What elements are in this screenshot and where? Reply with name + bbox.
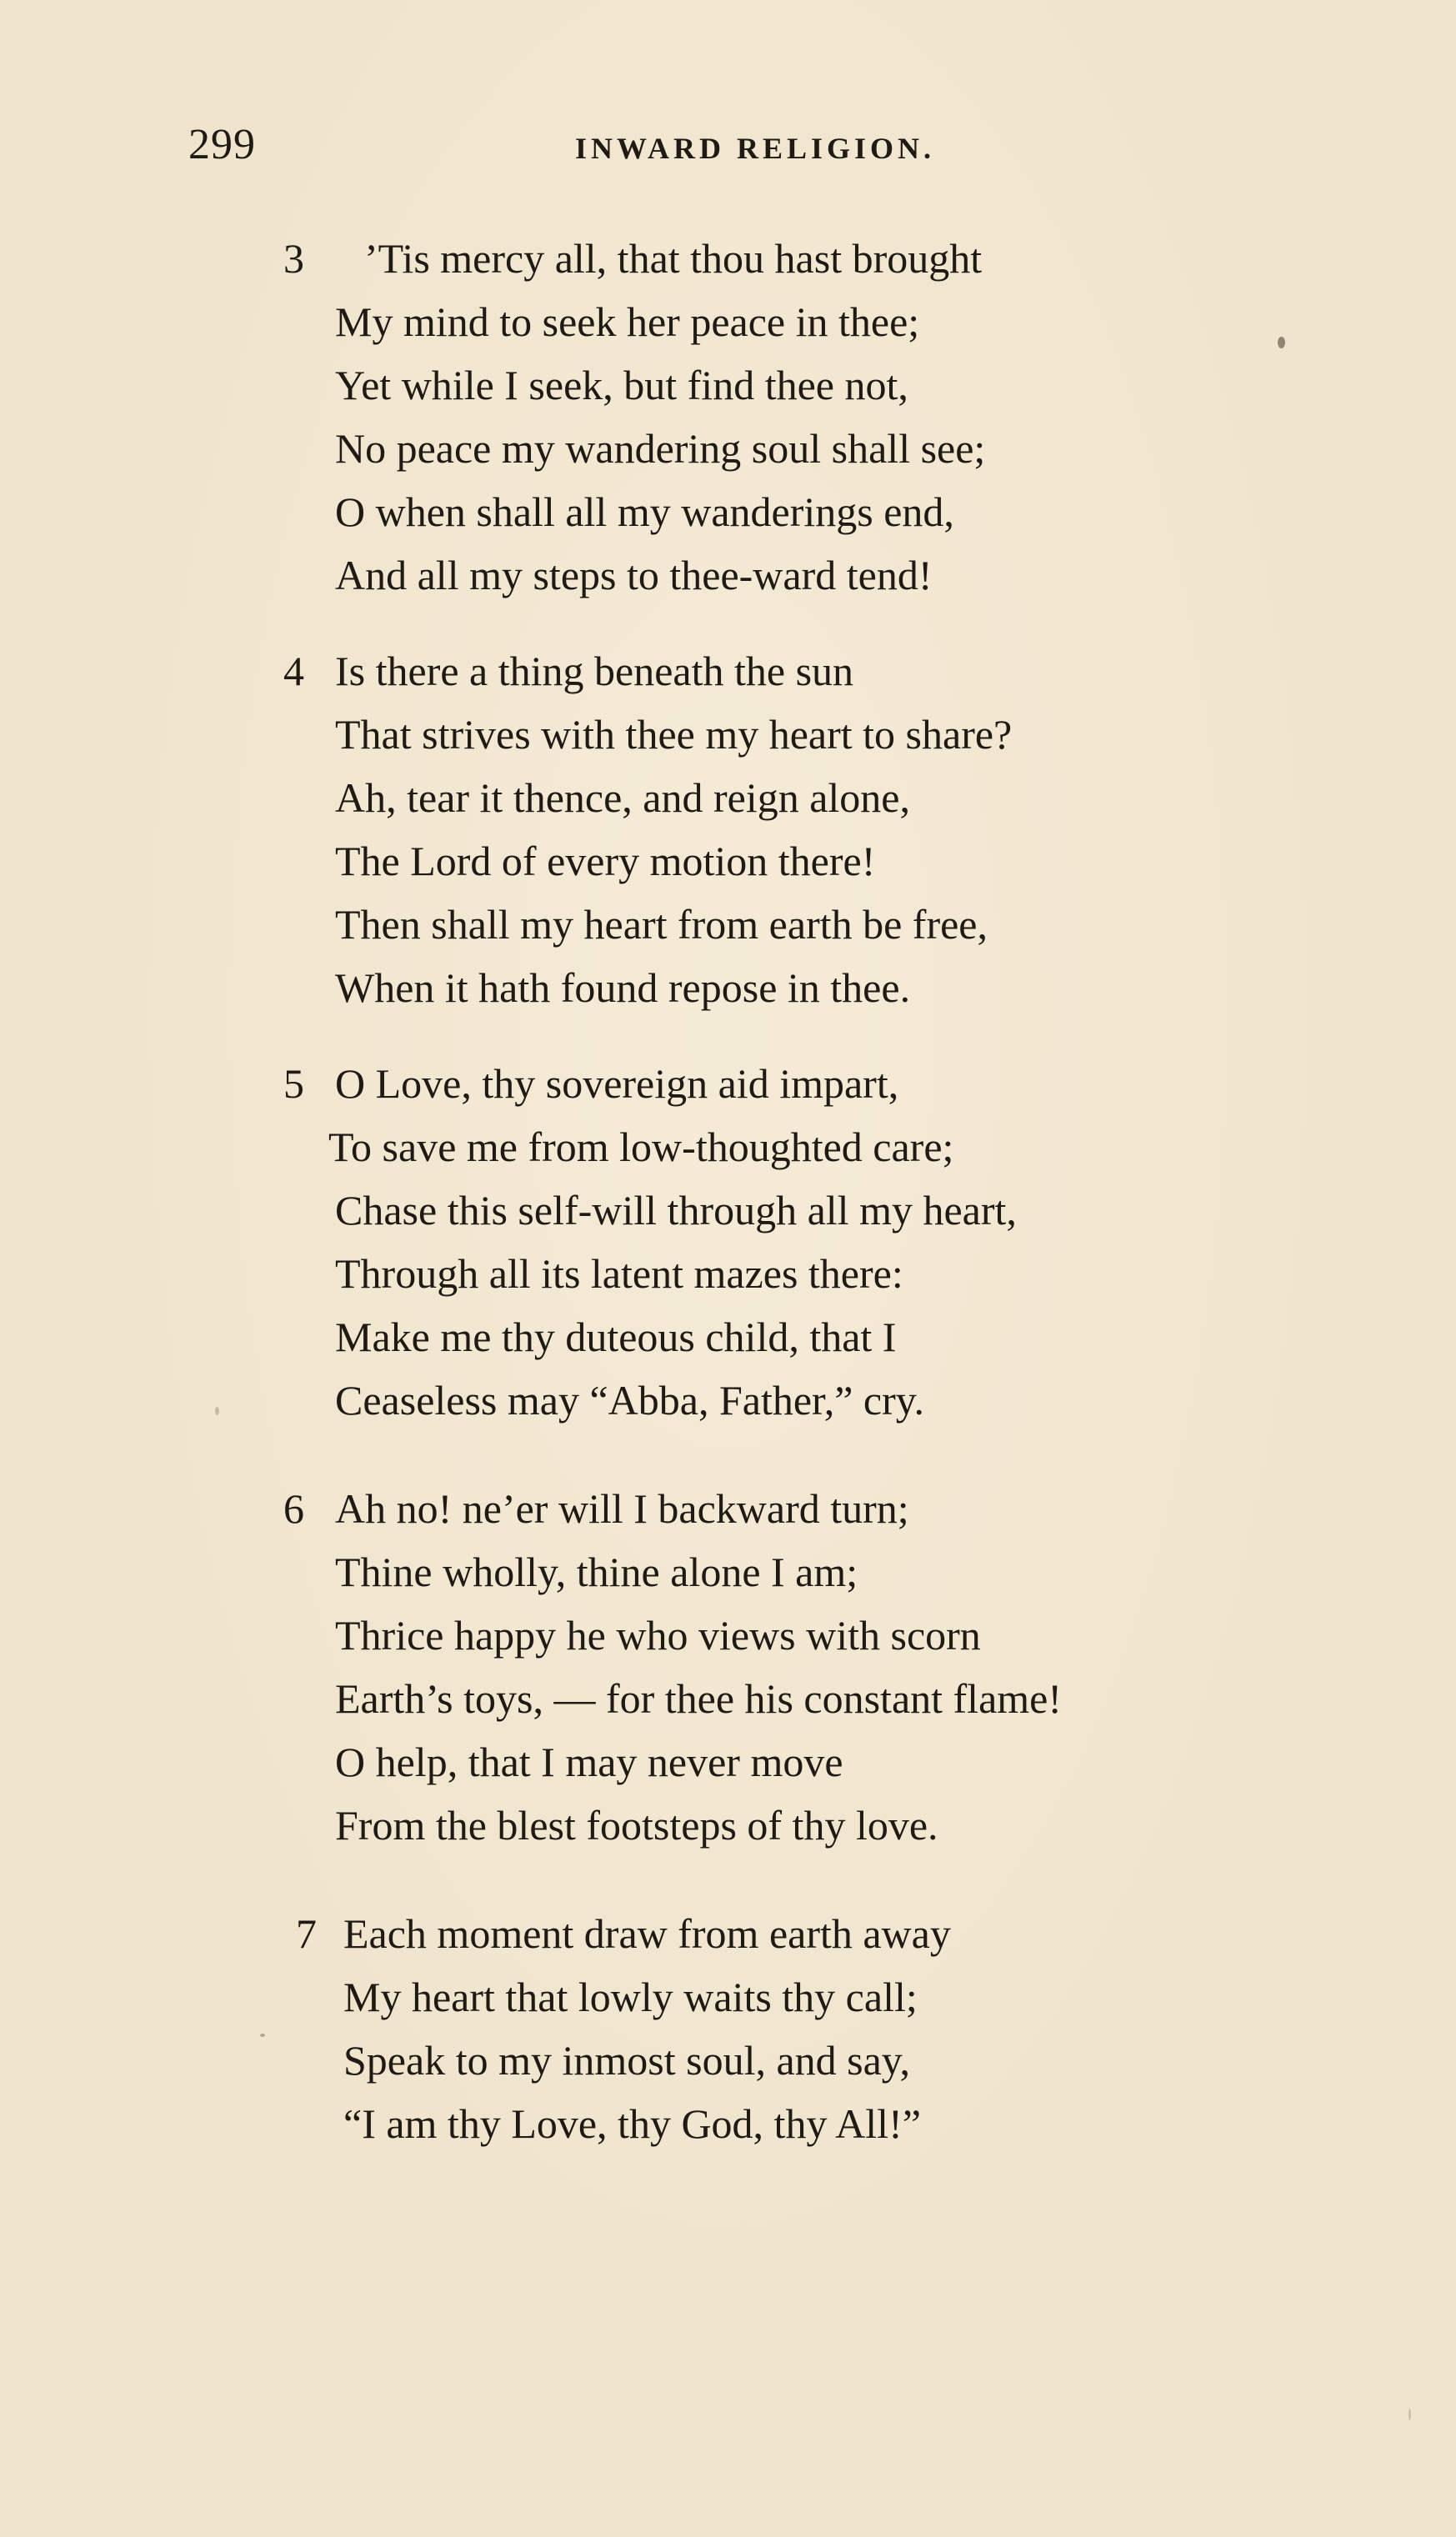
verse-line: Thrice happy he who views with scorn — [335, 1612, 981, 1659]
verse-line: Ah, tear it thence, and reign alone, — [335, 774, 910, 821]
verse-line: From the blest footsteps of thy love. — [335, 1802, 938, 1849]
verse-line: Through all its latent mazes there: — [335, 1250, 903, 1297]
verse-line: O when shall all my wanderings end, — [335, 488, 954, 535]
verse-line: Speak to my inmost soul, and say, — [343, 2037, 911, 2084]
verse-line: And all my steps to thee-ward tend! — [335, 552, 933, 598]
verse-line: Chase this self-will through all my heart, — [335, 1187, 1017, 1233]
verse-line: Then shall my heart from earth be free, — [335, 901, 988, 948]
verse-line: O Love, thy sovereign aid impart, — [335, 1060, 899, 1107]
verse-line: “I am thy Love, thy God, thy All!” — [343, 2100, 921, 2147]
verse-line: Ah no! ne’er will I backward turn; — [335, 1485, 909, 1532]
stanza-number: 6 — [283, 1485, 304, 1532]
stanza-lines — [328, 1052, 1017, 1432]
verse-line: Make me thy duteous child, that I — [335, 1314, 897, 1360]
stanza-lines — [335, 1902, 951, 2155]
verse-line: That strives with thee my heart to share? — [335, 711, 1013, 758]
verse-line: To save me from low-thoughted care; — [328, 1123, 954, 1170]
verse-line: Earth’s toys, — for thee his constant flame! — [335, 1675, 1062, 1722]
stanza-lines — [335, 227, 985, 607]
verse-line: My heart that lowly waits thy call; — [343, 1974, 918, 2020]
stanza-number: 7 — [296, 1910, 317, 1957]
verse-line: Ceaseless may “Abba, Father,” cry. — [335, 1377, 924, 1424]
stanza-number: 4 — [283, 648, 304, 694]
page-number: 299 — [188, 121, 256, 168]
ink-speck — [260, 2034, 265, 2037]
stanza-lines — [335, 1477, 1062, 1857]
verse-line: Yet while I seek, but find thee not, — [335, 362, 908, 408]
verse-line: When it hath found repose in thee. — [335, 964, 911, 1011]
ink-speck — [1408, 2409, 1411, 2420]
verse-line: Is there a thing beneath the sun — [335, 648, 854, 694]
verse-line: O help, that I may never move — [335, 1739, 843, 1785]
verse-line: Thine wholly, thine alone I am; — [335, 1549, 858, 1595]
ink-speck — [1278, 337, 1285, 348]
verse-line: My mind to seek her peace in thee; — [335, 298, 920, 345]
stanza-lines — [335, 639, 1012, 1019]
stanza-number: 5 — [283, 1060, 304, 1107]
verse-line: ’Tis mercy all, that thou hast brought — [364, 235, 983, 282]
stanza-number: 3 — [283, 235, 304, 282]
verse-line: The Lord of every motion there! — [335, 838, 876, 884]
verse-line: Each moment draw from earth away — [343, 1910, 951, 1957]
verse-line: No peace my wandering soul shall see; — [335, 425, 986, 472]
ink-speck — [215, 1407, 219, 1415]
running-title: INWARD RELIGION. — [575, 132, 936, 165]
